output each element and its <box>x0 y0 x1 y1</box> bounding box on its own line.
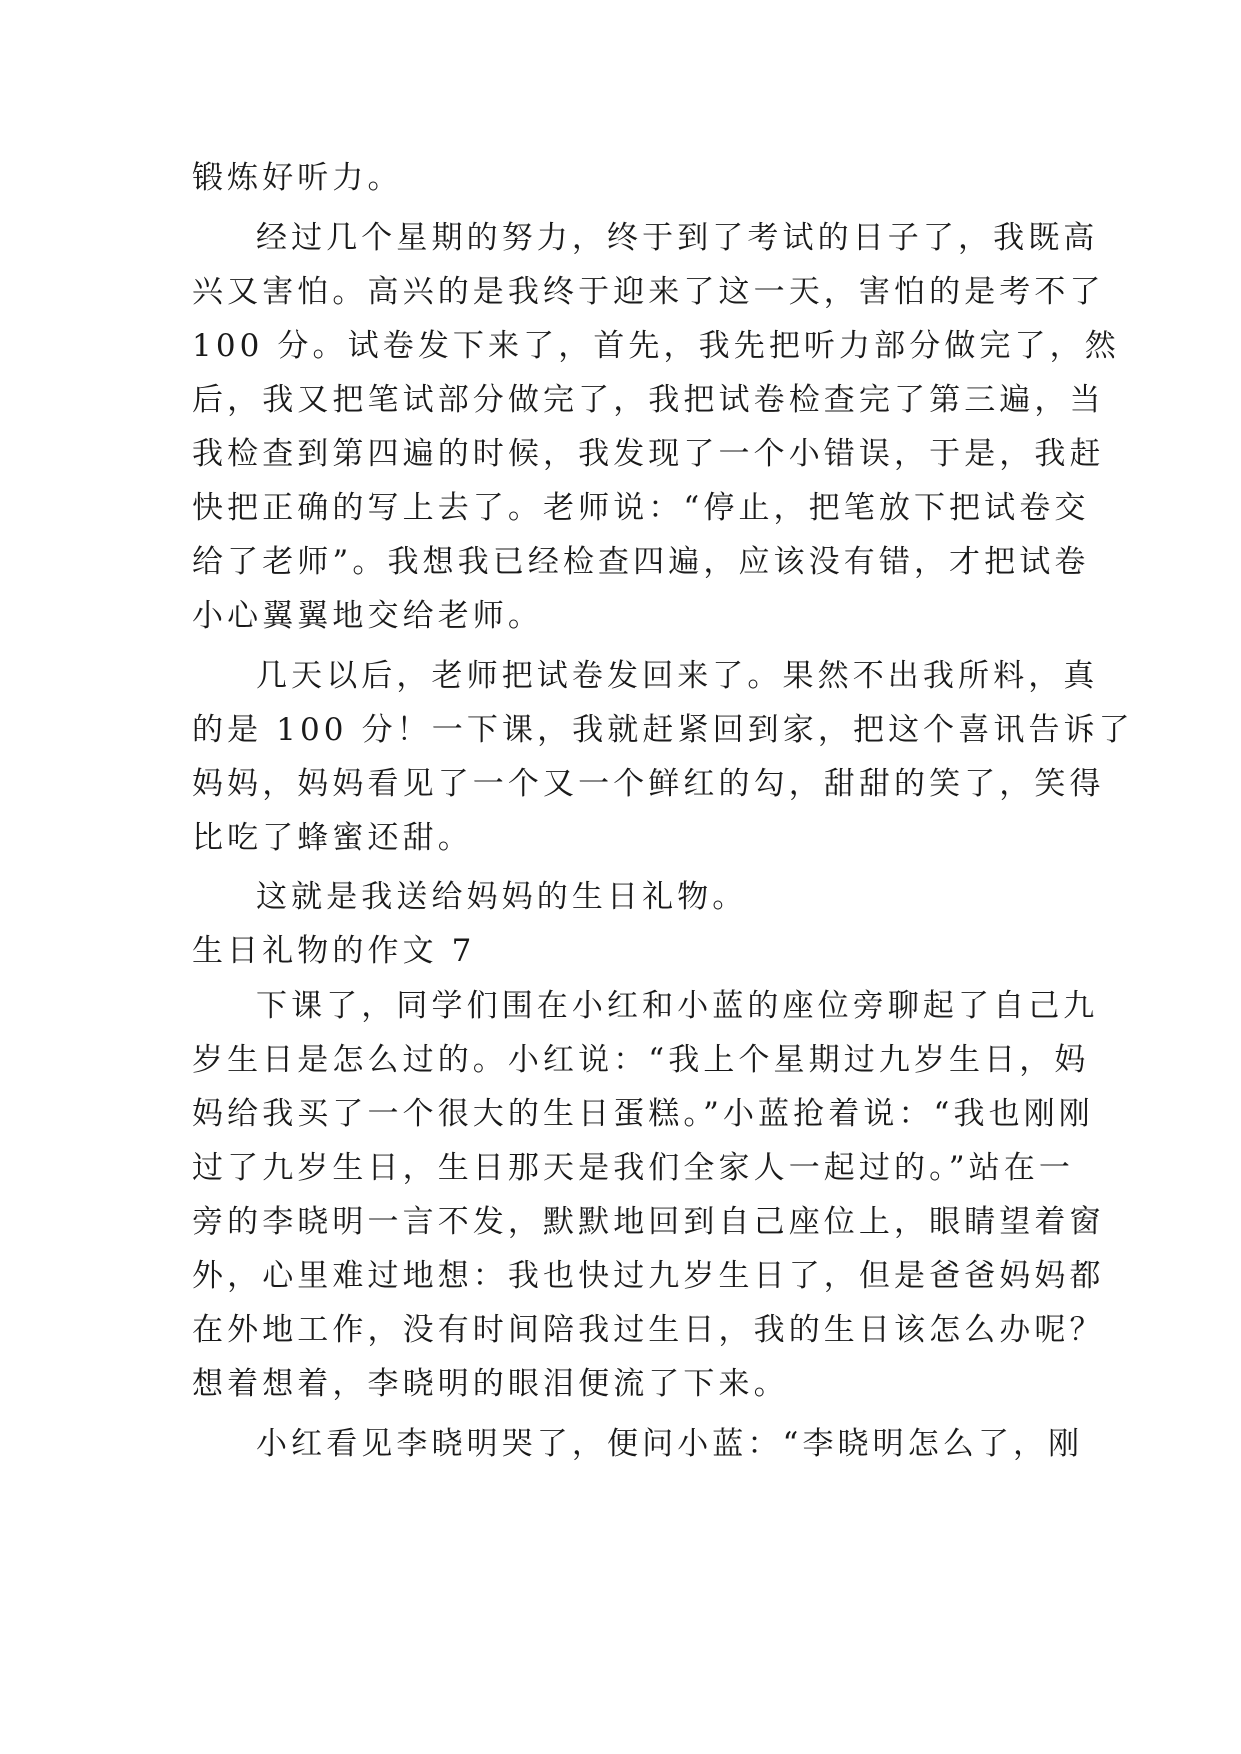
text-line: 妈给我买了一个很大的生日蛋糕。”小蓝抢着说：“我也刚刚 <box>192 1096 1094 1132</box>
text-line: 外，心里难过地想：我也快过九岁生日了，但是爸爸妈妈都 <box>192 1258 1105 1294</box>
text-line: 比吃了蜂蜜还甜。 <box>192 820 473 856</box>
text-line: 后，我又把笔试部分做完了，我把试卷检查完了第三遍，当 <box>192 382 1105 418</box>
text-line: 快把正确的写上去了。老师说：“停止，把笔放下把试卷交 <box>192 490 1090 526</box>
text-line: 给了老师”。我想我已经检查四遍，应该没有错，才把试卷 <box>192 544 1090 580</box>
text-line: 的是 100 分！一下课，我就赶紧回到家，把这个喜讯告诉了 <box>192 712 1134 748</box>
paragraph-start-line: 这就是我送给妈妈的生日礼物。 <box>256 879 748 915</box>
text-line: 在外地工作，没有时间陪我过生日，我的生日该怎么办呢？ <box>192 1312 1105 1348</box>
paragraph-start-line: 经过几个星期的努力，终于到了考试的日子了，我既高 <box>256 220 1099 256</box>
text-line: 兴又害怕。高兴的是我终于迎来了这一天，害怕的是考不了 <box>192 274 1105 310</box>
text-line: 岁生日是怎么过的。小红说：“我上个星期过九岁生日，妈 <box>192 1042 1090 1078</box>
text-line: 小心翼翼地交给老师。 <box>192 598 543 634</box>
text-line: 100 分。试卷发下来了，首先，我先把听力部分做完了，然 <box>192 328 1120 364</box>
paragraph-start-line: 小红看见李晓明哭了，便问小蓝：“李晓明怎么了，刚 <box>256 1426 1084 1462</box>
section-heading: 生日礼物的作文 7 <box>192 933 476 969</box>
text-line: 妈妈，妈妈看见了一个又一个鲜红的勾，甜甜的笑了，笑得 <box>192 766 1105 802</box>
text-line: 锻炼好听力。 <box>192 160 403 196</box>
paragraph-start-line: 下课了，同学们围在小红和小蓝的座位旁聊起了自己九 <box>256 988 1099 1024</box>
text-line: 旁的李晓明一言不发，默默地回到自己座位上，眼睛望着窗 <box>192 1204 1105 1240</box>
text-line: 想着想着，李晓明的眼泪便流了下来。 <box>192 1366 789 1402</box>
paragraph-start-line: 几天以后，老师把试卷发回来了。果然不出我所料，真 <box>256 658 1099 694</box>
text-line: 过了九岁生日，生日那天是我们全家人一起过的。”站在一 <box>192 1150 1074 1186</box>
text-line: 我检查到第四遍的时候，我发现了一个小错误，于是，我赶 <box>192 436 1105 472</box>
